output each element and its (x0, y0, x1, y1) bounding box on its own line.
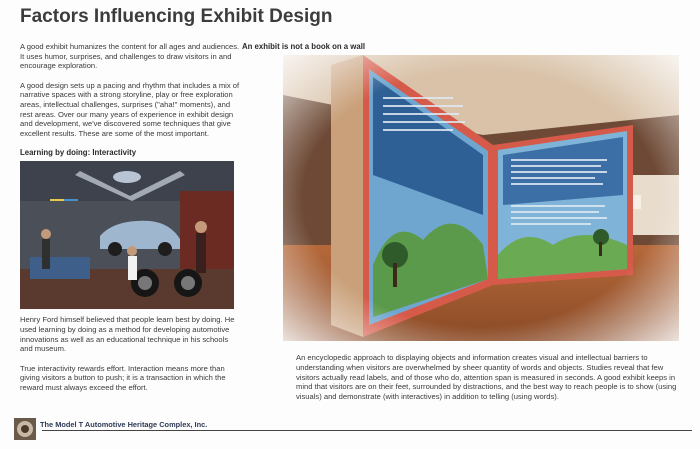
book-exhibit-photo (283, 55, 679, 341)
exhibit-heading: An exhibit is not a book on a wall (242, 42, 366, 51)
interactivity-subheading: Learning by doing: Interactivity (20, 148, 137, 158)
footer-divider (42, 430, 692, 431)
effort-paragraph: True interactivity rewards effort. Interaction means more than giving visitors a button to push; it is a transaction in which the reward must always exceed the effort. (20, 363, 226, 392)
ford-paragraph: Henry Ford himself believed that people learn best by doing. He used learning by doing as a method for developing automotive innovations as well as an educational technique in his schools and museum. (20, 315, 235, 354)
footer-company: The Model T Automotive Heritage Complex, Inc. (40, 420, 208, 429)
exhibit-caption: An encyclopedic approach to displaying objects and information creates visual and intellectual barriers to understanding when visitors are overwhelmed by sheer quantity of words and objects. Studies reveal that few visitors actually read labels, and of those who do, attention span is measured in seconds. A good exhibit keeps in mind that visitors are on their feet, surrounded by distractions, and the best way to reach people is to show (using visuals) and demonstrate (with interactives) in addition to telling (using words). (296, 353, 677, 402)
pacing-paragraph: A good design sets up a pacing and rhythm that includes a mix of narrative spaces with a strong storyline, play or free exploration areas, intellectual challenges, surprises ("aha!" moments), and rest areas. Over our many years of experience in exhibit design and development, we've discovered some techniques that give excellent results. These are some of the most important. (20, 80, 240, 138)
page-title: Factors Influencing Exhibit Design (20, 6, 333, 27)
company-logo (14, 418, 36, 440)
intro-paragraph: A good exhibit humanizes the content for all ages and audiences. It uses humor, surprises, and challenges to draw visitors in and encourage exploration. (20, 42, 240, 71)
museum-interactive-photo (20, 161, 234, 309)
left-column (20, 42, 240, 403)
